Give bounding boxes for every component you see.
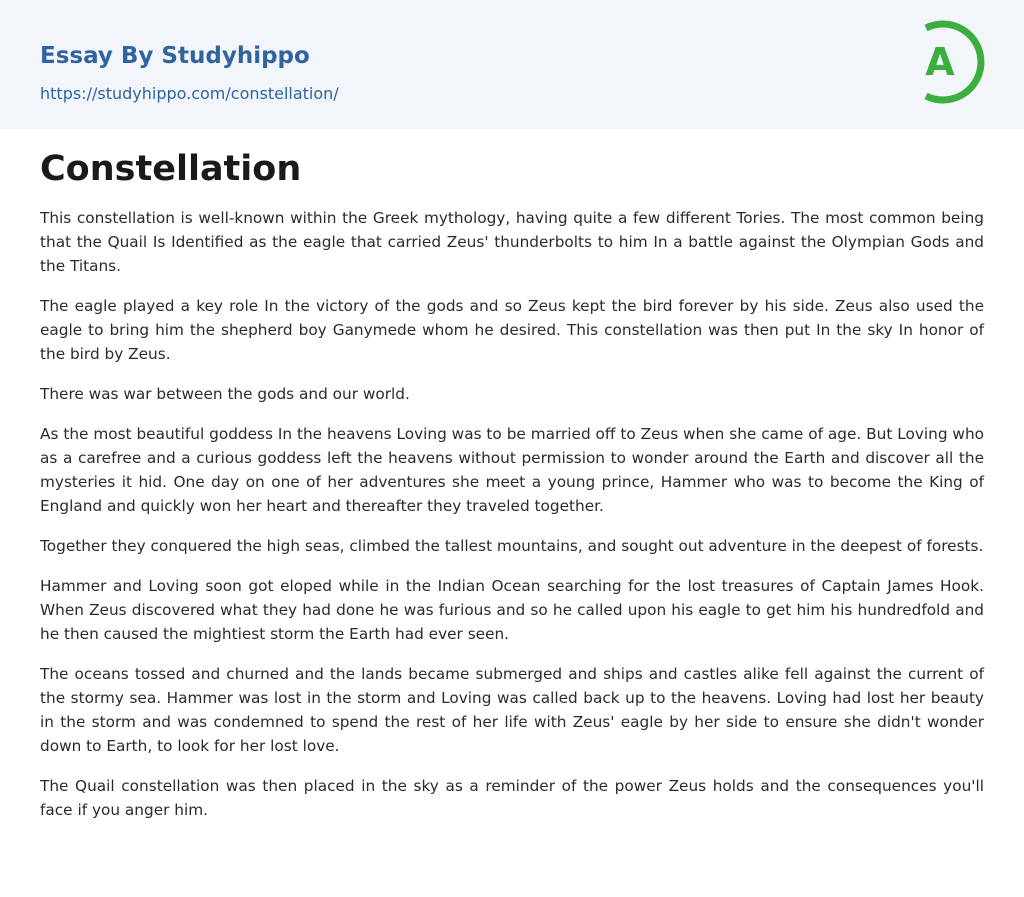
essay-paragraph: As the most beautiful goddess In the heavens Loving was to be married off to Zeus when she came of age. But Loving who as a carefree and a curious goddess left the heavens without permission to wonder around the Earth and discover all the mysteries it hid. One day on one of her adventures she meet a young prince, Hammer who was to become the King of England and quickly won her heart and thereafter they traveled together. (40, 425, 984, 515)
essay-url-link[interactable]: https://studyhippo.com/constellation/ (40, 84, 339, 103)
essay-paragraph: Hammer and Loving soon got eloped while in the Indian Ocean searching for the lost treasures of Captain James Hook. When Zeus discovered what they had done he was furious and so he called upon his eagle to get him his hundredfold and he then caused the mightiest storm the Earth had ever seen. (40, 577, 984, 643)
circle-a-logo-icon[interactable] (912, 18, 988, 106)
essay-paragraph: There was war between the gods and our world. (40, 385, 410, 403)
essay-paragraph: The oceans tossed and churned and the lands became submerged and ships and castles alike fell against the current of the stormy sea. Hammer was lost in the storm and Loving was called back up to the heavens. Loving had lost her beauty in the storm and was condemned to spend the rest of her life with Zeus' eagle by her side to ensure she didn't wonder down to Earth, to look for her lost love. (40, 665, 984, 755)
essay-paragraph: The eagle played a key role In the victory of the gods and so Zeus kept the bird forever by his side. Zeus also used the eagle to bring him the shepherd boy Ganymede whom he desired. This constellation was then put In the sky In honor of the bird by Zeus. (40, 297, 984, 363)
essay-title: Constellation (40, 149, 302, 189)
site-header (0, 0, 1024, 129)
essay-paragraph: The Quail constellation was then placed in the sky as a reminder of the power Zeus holds and the consequences you'll face if you anger him. (40, 777, 984, 819)
essay-paragraph: This constellation is well-known within the Greek mythology, having quite a few different Tories. The most common being that the Quail Is Identified as the eagle that carried Zeus' thunderbolts to him In a battle against the Olympian Gods and the Titans. (40, 209, 984, 275)
essay-content (40, 146, 984, 838)
essay-paragraph: Together they conquered the high seas, climbed the tallest mountains, and sought out adventure in the deepest of forests. (40, 537, 984, 555)
logo-letter: A (925, 40, 955, 84)
site-brand: Essay By Studyhippo (40, 43, 310, 69)
